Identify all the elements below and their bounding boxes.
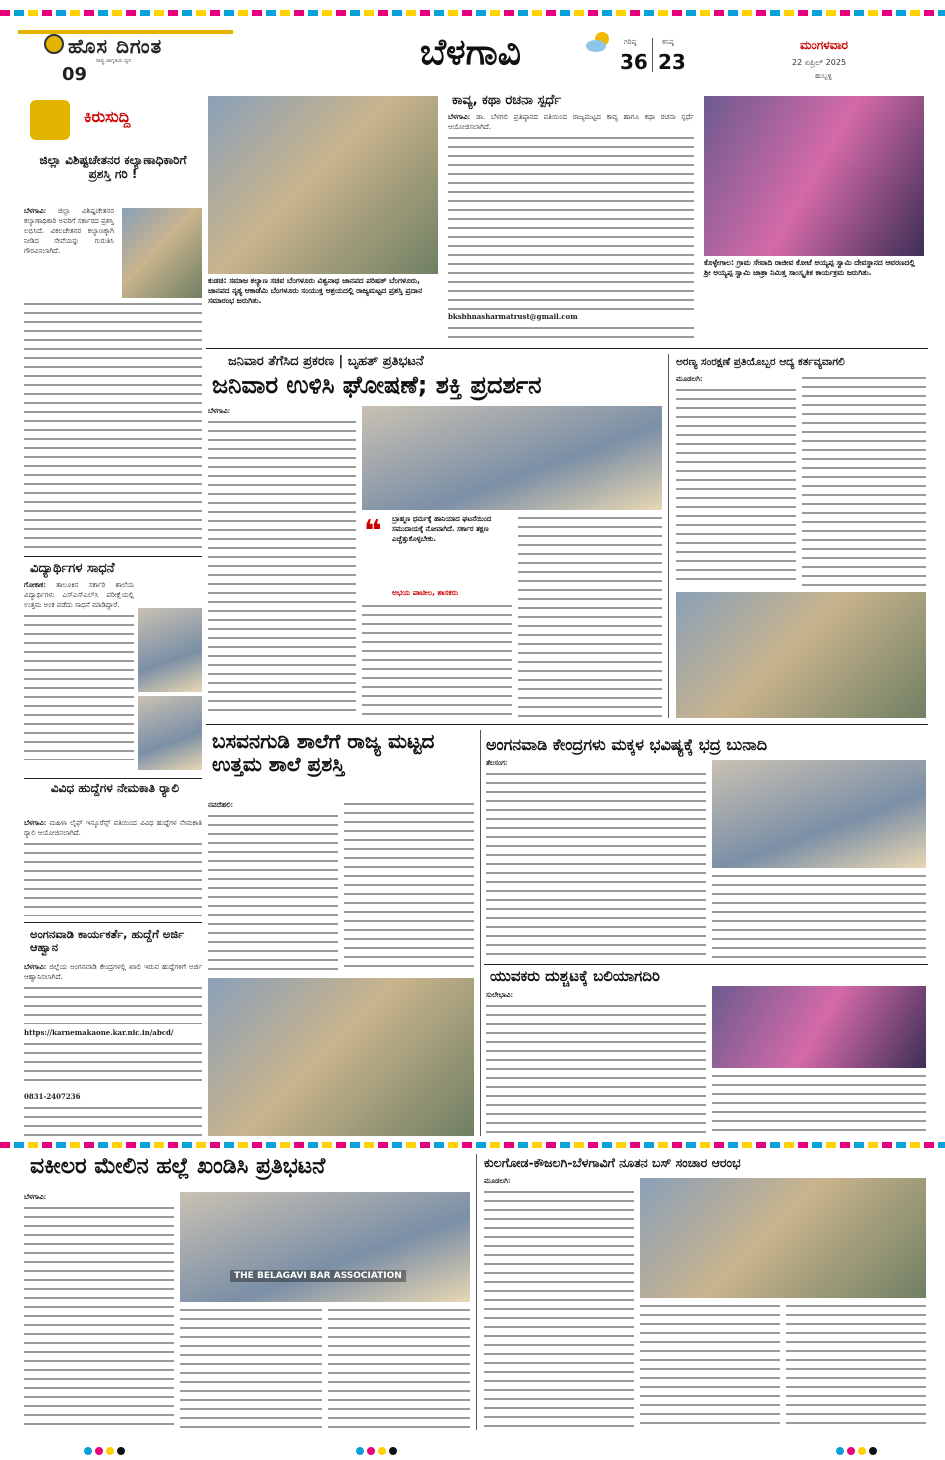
janivara-quote-author: ಅಭಯ ಪಾಟೀಲ, ಶಾಸಕರು bbox=[392, 588, 459, 597]
basavanagudi-col1-lines bbox=[208, 812, 338, 972]
kolhapur-photo bbox=[704, 96, 924, 256]
anganwadi-jobs-lines-2 bbox=[24, 1040, 202, 1088]
janivara-quote: ಬ್ರಾಹ್ಮಣ ಧರ್ಮಕ್ಕೆ ಹಾನಿಯಾದ ಘಟನೆಯಿಂದ ಸಮುದಾಯಕ್ಕೆ ನೋವಾಗಿದೆ. ಸರ್ಕಾರ ತಕ್ಷಣ ಎಚ್ಚೆತ್ತುಕೊಳ್ಳಬೇಕು. bbox=[392, 515, 492, 543]
rally-body-lines bbox=[24, 840, 202, 916]
weather-sun-cloud-icon bbox=[584, 30, 614, 54]
youth-lines-2 bbox=[712, 1072, 926, 1136]
col-sep bbox=[668, 354, 669, 718]
students-dateline: ಗೋಕಾಕ: bbox=[24, 580, 46, 589]
anganwadi-dateline: ತೆಲಸಂಗ: bbox=[486, 758, 508, 767]
lawyers-protest-photo bbox=[180, 1192, 470, 1302]
lawyers-banner: THE BELAGAVI BAR ASSOCIATION bbox=[230, 1270, 406, 1282]
lawyers-col1-lines bbox=[24, 1204, 174, 1430]
anganwadi-jobs-phone: 0831-2407236 bbox=[24, 1092, 81, 1101]
anganwadi-jobs-lines bbox=[24, 984, 202, 1024]
kavya-body-lines bbox=[448, 134, 694, 310]
students-text: ತಾಲೂಕಿನ ಸರ್ಕಾರಿ ಶಾಲೆಯ ವಿದ್ಯಾರ್ಥಿಗಳು ಎಸ್ಎಸ್ಎಲ್‌ಸಿ ಪರೀಕ್ಷೆಯಲ್ಲಿ ಉತ್ತಮ ಅಂಕ ಪಡೆದು ಸಾಧನೆ ಮಾಡಿದ್ದಾರೆ. bbox=[24, 581, 134, 609]
kirusuddi-headline: ಜಿಲ್ಲಾ ವಿಶಿಷ್ಟಚೇತನರ ಕಲ್ಯಾಣಾಧಿಕಾರಿಗೆ ಪ್ರಶಸ್ತಿ ಗರಿ ! bbox=[39, 153, 187, 181]
bus-headline: ಕುಲಗೋಡ-ಕೌಜಲಗಿ-ಬೆಳಗಾವಿಗೆ ನೂತನ ಬಸ್ ಸಂಚಾರ ಆರಂಭ bbox=[484, 1155, 741, 1170]
janivara-headline: ಜನಿವಾರ ಉಳಿಸಿ ಘೋಷಣೆ; ಶಕ್ತಿ ಪ್ರದರ್ಶನ bbox=[212, 371, 542, 399]
top-color-stripe bbox=[0, 10, 945, 16]
kirusuddi-body-lines bbox=[24, 300, 202, 550]
rally-text: ಮಹಿಳಾ ಲೈಫ್ ಇನ್ಶೂರೆನ್ಸ್ ವತಿಯಿಂದ ವಿವಿಧ ಹುದ್ದೆಗಳ ನೇಮಕಾತಿ ರ‍್ಯಾಲಿ ಆಯೋಜಿಸಲಾಗಿದೆ. bbox=[24, 819, 202, 837]
kirusuddi-body bbox=[24, 206, 114, 255]
students-headline: ವಿದ್ಯಾರ್ಥಿಗಳ ಸಾಧನೆ bbox=[30, 561, 115, 576]
weather-max: 36 bbox=[620, 50, 648, 74]
row-rule bbox=[206, 724, 928, 725]
janivara-col2-lines bbox=[362, 602, 512, 718]
kudachi-photo bbox=[208, 96, 438, 274]
anganwadi-jobs-url[interactable]: https://karnemakaone.kar.nic.in/abcd/ bbox=[24, 1028, 174, 1037]
kudachi-caption: ಕುಡಚಿ: ಸಮಾಜ ಕಲ್ಯಾಣ ಸಚಿವ ಬೆಂಗಳೂರು ವಿಶ್ವನಾಥ ಜಾನಪದ ಪರಿಷತ್ ಬೆಂಗಳೂರು, ಜಾನಪದ ನೃತ್ಯ ಆಕಾಡೆಮಿ ಬೆಂಗಳೂರು ಸಂಯುಕ್ತ ಆಶ್ರಯದಲ್ಲಿ ರಾಜ್ಯಮಟ್ಟದ ಪ್ರಶಸ್ತಿ ಪ್ರದಾನ ಸಮಾರಂಭ ಜರುಗಿತು. bbox=[208, 276, 423, 305]
anganwadi-jobs-lines-3 bbox=[24, 1104, 202, 1136]
paper-tagline: ರಾಷ್ಟ್ರ ಜಾಗೃತಿಯ ಧ್ವನಿ bbox=[96, 58, 132, 64]
date-day: ಮಂಗಳವಾರ bbox=[800, 38, 849, 52]
anganwadi-jobs-headline: ಅಂಗನವಾಡಿ ಕಾರ್ಯಕರ್ತೆ, ಹುದ್ದೆಗೆ ಅರ್ಜಿ ಆಹ್ವಾನ bbox=[30, 927, 185, 955]
youth-headline: ಯುವಕರು ದುಶ್ಚಟಕ್ಕೆ ಬಲಿಯಾಗದಿರಿ bbox=[490, 967, 660, 985]
weather-min-label: ಕನಿಷ್ಠ bbox=[662, 38, 674, 46]
anganwadi-jobs-body bbox=[24, 962, 202, 982]
youth-dateline: ಸುಲೇಭಾವಿ: bbox=[486, 990, 514, 999]
lawyers-dateline: ಬೆಳಗಾವಿ: bbox=[24, 1192, 47, 1201]
basavanagudi-headline: ಬಸವನಗುಡಿ ಶಾಲೆಗೆ ರಾಜ್ಯ ಮಟ್ಟದ ಉತ್ತಮ ಶಾಲೆ ಪ್ರಶಸ್ತಿ bbox=[212, 729, 435, 776]
kolhapur-caption: ಕೊಳ್ಳೇಗಾಲ: ಗ್ರಾಮ ಸೇವಾದಿ ರಾಜೀವ ಕೋಟೆ ಅಯ್ಯಪ್ಪ ಸ್ವಾಮಿ ದೇವಸ್ಥಾನದ ಆವರಣದಲ್ಲಿ ಶ್ರೀ ಅಯ್ಯಪ್ಪ ಸ್ವಾಮಿ ಜಾತ್ರಾ ನಿಮಿತ್ತ ಸಾಂಸ್ಕೃತಿಕ ಕಾರ್ಯಕ್ರಮ ಜರುಗಿತು. bbox=[704, 258, 915, 277]
forest-col1-lines bbox=[676, 386, 796, 586]
col-rule bbox=[24, 778, 202, 779]
date-city: ಹುಬ್ಬಳ್ಳಿ bbox=[815, 72, 832, 80]
lawyers-col2-lines bbox=[180, 1306, 322, 1430]
anganwadi-headline: ಅಂಗನವಾಡಿ ಕೇಂದ್ರಗಳು ಮಕ್ಕಳ ಭವಿಷ್ಯಕ್ಕೆ ಭದ್ರ ಬುನಾದಿ bbox=[486, 735, 768, 754]
forest-col2-lines bbox=[802, 374, 926, 586]
weather-divider bbox=[652, 38, 653, 72]
basavanagudi-photo bbox=[208, 978, 474, 1136]
row-rule bbox=[484, 964, 928, 965]
kavya-dateline: ಬೆಳಗಾವಿ: bbox=[448, 112, 471, 121]
basavanagudi-col2-lines bbox=[344, 800, 474, 972]
col-sep bbox=[480, 730, 481, 1136]
basavanagudi-dateline: ನವದೆಹಲಿ: bbox=[208, 800, 234, 809]
janivara-col1-lines bbox=[208, 418, 356, 718]
kavya-body bbox=[448, 112, 694, 132]
page-number: 09 bbox=[62, 64, 88, 85]
forest-headline: ಅರಣ್ಯ ಸಂರಕ್ಷಣೆ ಪ್ರತಿಯೊಬ್ಬರ ಆದ್ಯ ಕರ್ತವ್ಯವಾಗಲಿ bbox=[676, 356, 845, 368]
bus-col3-lines bbox=[786, 1302, 926, 1430]
kavya-email[interactable]: bksbhnasharmatrust@gmail.com bbox=[448, 312, 578, 321]
student-photo-2 bbox=[138, 696, 202, 770]
youth-lines bbox=[486, 1002, 706, 1136]
kavya-text: ಡಾ. ಬೆಳಗಲಿ ಪ್ರತಿಷ್ಠಾನದ ವತಿಯಿಂದ ರಾಜ್ಯಮಟ್ಟದ ಕಾವ್ಯ ಹಾಗೂ ಕಥಾ ರಚನಾ ಸ್ಪರ್ಧೆ ಆಯೋಜಿಸಲಾಗಿದೆ. bbox=[448, 113, 694, 131]
rally-body bbox=[24, 818, 202, 838]
weather-min: 23 bbox=[658, 50, 686, 74]
date-full: 22 ಏಪ್ರಿಲ್ 2025 bbox=[792, 58, 847, 67]
anganwadi-lines bbox=[486, 770, 706, 960]
paper-name: ಹೊಸ ದಿಗಂತ bbox=[68, 34, 163, 58]
anganwadi-photo bbox=[712, 760, 926, 868]
kavya-body-lines-2 bbox=[448, 324, 694, 342]
mid-color-stripe bbox=[0, 1142, 945, 1148]
bus-col2-lines bbox=[640, 1302, 780, 1430]
janivara-col3-lines bbox=[518, 514, 662, 718]
students-body-lines bbox=[24, 612, 134, 760]
edition-name: ಬೆಳಗಾವಿ bbox=[420, 32, 521, 73]
janivara-kicker: ಜನಿವಾರ ತೆಗೆಸಿದ ಪ್ರಕರಣ | ಬೃಹತ್ ಪ್ರತಿಭಟನೆ bbox=[228, 354, 424, 369]
kirusuddi-hand-icon bbox=[30, 100, 70, 140]
youth-photo bbox=[712, 986, 926, 1068]
bus-col1-lines bbox=[484, 1188, 634, 1430]
kirusuddi-dateline: ಬೆಳಗಾವಿ: bbox=[24, 206, 47, 215]
kavya-headline: ಕಾವ್ಯ, ಕಥಾ ರಚನಾ ಸ್ಪರ್ಧೆ bbox=[452, 93, 562, 108]
quote-mark-icon: ❝ bbox=[364, 514, 382, 549]
print-registration-dots-mid bbox=[356, 1440, 400, 1459]
anganwadi-lines-2 bbox=[712, 872, 926, 960]
logo-emblem-icon bbox=[44, 34, 64, 54]
lawyers-headline: ವಕೀಲರ ಮೇಲಿನ ಹಲ್ಲೆ ಖಂಡಿಸಿ ಪ್ರತಿಭಟನೆ bbox=[30, 1154, 326, 1179]
kirusuddi-label: ಕಿರುಸುದ್ದಿ bbox=[84, 107, 131, 126]
kirusuddi-photo bbox=[122, 208, 202, 298]
bus-dateline: ಮೂಡಲಗಿ: bbox=[484, 1176, 511, 1185]
rally-dateline: ಬೆಳಗಾವಿ: bbox=[24, 818, 47, 827]
students-body bbox=[24, 580, 134, 610]
forest-photo bbox=[676, 592, 926, 718]
lawyers-col3-lines bbox=[328, 1306, 470, 1430]
student-photo-1 bbox=[138, 608, 202, 692]
bus-photo bbox=[640, 1178, 926, 1298]
col-sep bbox=[476, 1154, 477, 1430]
print-registration-dots-left bbox=[84, 1440, 128, 1459]
kirusuddi-text: ಜಿಲ್ಲಾ ವಿಶಿಷ್ಟಚೇತನರ ಕಲ್ಯಾಣಾಧಿಕಾರಿ ಅವರಿಗೆ ಸರ್ಕಾರದ ಪ್ರಶಸ್ತಿ ಲಭಿಸಿದೆ. ವಿಕಲಚೇತನರ ಕಲ್ಯಾಣಕ್ಕಾಗಿ ನೀಡಿದ ಸೇವೆಯನ್ನು ಗುರುತಿಸಿ ಗೌರವಿಸಲಾಗಿದೆ. bbox=[24, 207, 114, 255]
rally-headline: ವಿವಿಧ ಹುದ್ದೆಗಳ ನೇಮಕಾತಿ ರ‍್ಯಾಲಿ bbox=[50, 781, 180, 795]
anganwadi-jobs-text: ಜಿಲ್ಲೆಯ ಅಂಗನವಾಡಿ ಕೇಂದ್ರಗಳಲ್ಲಿ ಖಾಲಿ ಇರುವ ಹುದ್ದೆಗಳಿಗೆ ಅರ್ಜಿ ಆಹ್ವಾನಿಸಲಾಗಿದೆ. bbox=[24, 963, 202, 981]
janivara-dateline: ಬೆಳಗಾವಿ: bbox=[208, 406, 231, 415]
anganwadi-jobs-dateline: ಬೆಳಗಾವಿ: bbox=[24, 962, 47, 971]
forest-dateline: ಮೂಡಲಗಿ: bbox=[676, 374, 703, 383]
janivara-protest-photo bbox=[362, 406, 662, 510]
col-rule bbox=[24, 922, 202, 923]
row-rule bbox=[206, 348, 928, 349]
print-registration-dots-right bbox=[836, 1440, 880, 1459]
weather-max-label: ಗರಿಷ್ಠ bbox=[624, 38, 637, 46]
col-rule bbox=[24, 556, 202, 557]
